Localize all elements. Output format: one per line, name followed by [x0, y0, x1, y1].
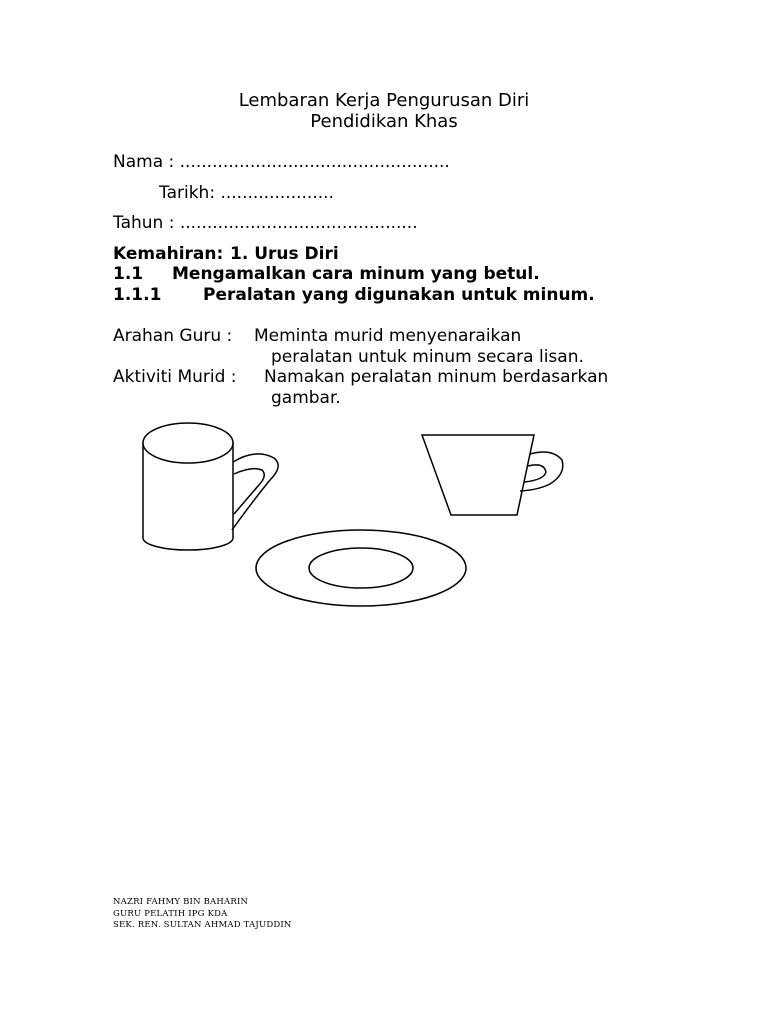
arahan-guru-line2: peralatan untuk minum secara lisan.	[271, 347, 584, 367]
kemahiran-label: Kemahiran:	[113, 244, 224, 264]
footer-role: GURU PELATIH IPG KDA	[113, 909, 228, 919]
skill-1-1-text: Mengamalkan cara minum yang betul.	[172, 264, 540, 284]
aktiviti-murid-line2: gambar.	[271, 388, 341, 408]
footer-school: SEK. REN. SULTAN AHMAD TAJUDDIN	[113, 920, 292, 930]
tahun-field: Tahun : ............................................	[113, 213, 418, 233]
kemahiran-value: 1. Urus Diri	[230, 244, 339, 264]
aktiviti-murid-label: Aktiviti Murid :	[113, 367, 237, 387]
teacup-icon	[422, 435, 563, 515]
nama-field: Nama : ..................................................	[113, 152, 450, 172]
arahan-guru-line1: Meminta murid menyenaraikan	[254, 326, 522, 346]
skill-1-1-1-text: Peralatan yang digunakan untuk minum.	[203, 285, 595, 305]
skill-1-1-number: 1.1	[113, 264, 144, 284]
tarikh-field: Tarikh: .....................	[159, 183, 334, 203]
mug-icon	[143, 423, 278, 550]
arahan-guru-label: Arahan Guru :	[113, 326, 233, 346]
worksheet-subtitle: Pendidikan Khas	[310, 111, 458, 132]
worksheet-title: Lembaran Kerja Pengurusan Diri	[238, 90, 530, 111]
footer-author: NAZRI FAHMY BIN BAHARIN	[113, 897, 249, 907]
skill-1-1-1-number: 1.1.1	[113, 285, 162, 305]
saucer-icon	[256, 530, 466, 606]
aktiviti-murid-line1: Namakan peralatan minum berdasarkan	[264, 367, 609, 387]
